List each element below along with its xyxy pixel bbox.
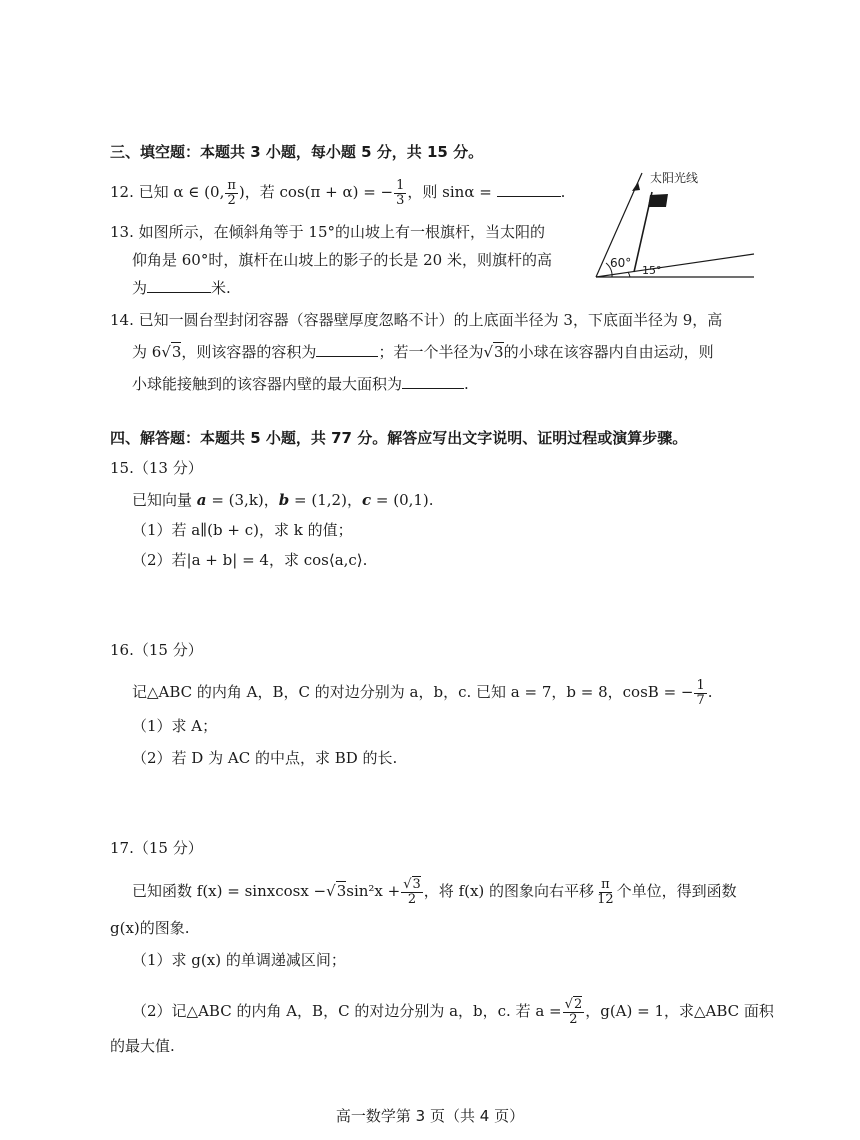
q12-frac-den: 2 xyxy=(227,192,236,208)
question-14-line-1 xyxy=(110,310,722,330)
q12-end: . xyxy=(560,183,566,201)
q14-line-3: 小球能接触到的该容器内壁的最大面积为 xyxy=(132,375,403,393)
q16-line-1-text: 记△ABC 的内角 A，B，C 的对边分别为 a，b，c. 已知 a = 7，b = 8，cosB = − xyxy=(132,683,694,701)
q14-line-2-d: 的小球在该容器内自由运动，则 xyxy=(503,343,714,361)
q12-text-post: ，则 sinα = xyxy=(407,183,492,201)
q14-sqrt-3: 3 xyxy=(171,343,182,361)
q15-vector-c: c xyxy=(361,491,372,509)
q13-line-1: 如图所示，在倾斜角等于 15°的山坡上有一根旗杆，当太阳的 xyxy=(138,223,545,241)
q12-frac2-den: 3 xyxy=(396,192,405,208)
q17-frac-sqrt: 3 xyxy=(412,876,421,892)
q15-line-1-a: 已知向量 xyxy=(132,491,193,509)
q17-fraction-sqrt2-2 xyxy=(563,998,585,1027)
q17-sqrt-3: 3 xyxy=(336,882,347,900)
q14-line-3-end: . xyxy=(464,375,469,393)
q17-frac2-den: 12 xyxy=(597,891,614,907)
q14-number: 14. xyxy=(110,311,134,329)
q17-frac-den: 2 xyxy=(407,891,417,907)
q15-line-1-g: = (0,1). xyxy=(375,491,434,509)
sun-label: 太阳光线 xyxy=(650,171,699,185)
q13-line-3-pre: 为 xyxy=(132,279,148,297)
q12-answer-blank[interactable] xyxy=(497,182,561,197)
question-14-line-2: 为 6√3，则该容器的容积为 ；若一个半径为√3的小球在该容器内自由运动，则 xyxy=(132,343,714,361)
q17-line-1-a: 已知函数 f(x) = sinxcosx − xyxy=(132,882,327,900)
q17-line-1: 已知函数 f(x) = sinxcosx −√3sin²x + $\frac{√3}{2}$ ，将 f(x) 的图象向右平移 $\frac{\pi}{12}$ 个单位，得到函数 xyxy=(132,876,737,907)
q16-header: 16.（15 分） xyxy=(110,641,203,659)
q14-volume-blank[interactable] xyxy=(316,342,378,357)
question-12 xyxy=(110,176,565,208)
angle-15-arc xyxy=(628,272,630,277)
q15-line-1-c: = (3,k)， xyxy=(211,491,279,509)
q17-line-1-c: ，将 f(x) 的图象向右平移 xyxy=(423,882,595,900)
q15-part-1: （1）若 a∥(b + c)，求 k 的值； xyxy=(132,521,353,539)
question-13-line-1 xyxy=(110,222,545,242)
q15-line-1 xyxy=(132,490,434,510)
q12-number: 12. xyxy=(110,183,134,201)
q17-header: 17.（15 分） xyxy=(110,839,203,857)
q12-text-mid: )，若 cos(π + α) = − xyxy=(238,183,394,201)
q17-fraction-sqrt3-2 xyxy=(401,878,423,907)
page-footer: 高一数学第 3 页（共 4 页） xyxy=(335,1107,525,1125)
q17-frac2-num: π xyxy=(601,876,610,892)
q13-number: 13. xyxy=(110,223,134,241)
q17-part-1: （1）求 g(x) 的单调递减区间； xyxy=(132,951,346,969)
q15-vector-b: b xyxy=(278,491,290,509)
q17-fraction-pi-12 xyxy=(595,878,616,907)
q17-part-2 xyxy=(132,994,774,1028)
q16-part-2: （2）若 D 为 AC 的中点，求 BD 的长. xyxy=(132,749,398,767)
q16-line-1 xyxy=(132,676,713,708)
q12-frac2-num: 1 xyxy=(396,177,405,193)
q16-part-1: （1）求 A； xyxy=(132,717,218,735)
q16-line-1-end: . xyxy=(707,683,713,701)
flag-icon xyxy=(648,194,668,207)
q14-line-2-a: 为 6 xyxy=(132,343,162,361)
q14-sqrt-3-b: 3 xyxy=(494,343,504,361)
q17-part2-sqrt: 2 xyxy=(573,996,583,1012)
q15-header: 15.（13 分） xyxy=(110,459,203,477)
q12-frac-num: π xyxy=(227,177,236,193)
sunlight-arrow-icon xyxy=(632,182,640,191)
q17-frac3-den: 2 xyxy=(569,1011,578,1027)
q17-frac-num: √3 xyxy=(403,876,421,892)
q14-line-2-b: ，则该容器的容积为 xyxy=(181,343,317,361)
q17-part-2-line-2: 的最大值. xyxy=(110,1037,175,1055)
q12-fraction-pi-2 xyxy=(225,179,238,208)
q17-line-2: g(x)的图象. xyxy=(110,919,190,937)
angle-60-label: 60° xyxy=(610,256,632,270)
flagpole-figure xyxy=(588,168,758,286)
q16-fraction-1-7 xyxy=(694,679,706,708)
question-14-line-3 xyxy=(132,374,469,394)
section-4-heading: 四、解答题：本题共 5 小题，共 77 分。解答应写出文字说明、证明过程或演算步骤。 xyxy=(110,429,688,447)
q15-vector-a: a xyxy=(196,491,207,509)
section-3-heading: 三、填空题：本题共 3 小题，每小题 5 分，共 15 分。 xyxy=(110,143,484,161)
q16-frac-den: 7 xyxy=(696,692,705,708)
q15-part-2: （2）若|a + b| = 4，求 cos⟨a,c⟩. xyxy=(132,551,368,569)
q17-part-2-a: （2）记△ABC 的内角 A，B，C 的对边分别为 a，b，c. 若 a = xyxy=(132,1002,562,1020)
q14-line-2-c: ；若一个半径为 xyxy=(378,343,484,361)
q14-area-blank[interactable] xyxy=(402,374,464,389)
sunlight-arrow-tail xyxy=(638,173,642,182)
q13-line-3-post: 米. xyxy=(211,279,231,297)
q13-answer-blank[interactable] xyxy=(147,278,211,293)
q12-fraction-1-3 xyxy=(394,179,406,208)
q17-frac3-num: √2 xyxy=(564,996,583,1012)
question-13-line-3 xyxy=(132,278,231,298)
q17-line-1-b: sin²x + xyxy=(346,882,401,900)
q15-line-1-e: = (1,2)， xyxy=(294,491,362,509)
q12-text-pre: 已知 α ∈ (0, xyxy=(138,183,225,201)
angle-15-label: 15° xyxy=(642,264,662,277)
q17-line-1-d: 个单位，得到函数 xyxy=(616,882,737,900)
q13-line-2: 仰角是 60°时，旗杆在山坡上的影子的长是 20 米，则旗杆的高 xyxy=(132,251,552,269)
q16-frac-num: 1 xyxy=(696,677,705,693)
q17-part-2-b: ，g(A) = 1，求△ABC 面积 xyxy=(585,1002,774,1020)
q14-line-1: 已知一圆台型封闭容器（容器壁厚度忽略不计）的上底面半径为 3，下底面半径为 9，高 xyxy=(138,311,723,329)
